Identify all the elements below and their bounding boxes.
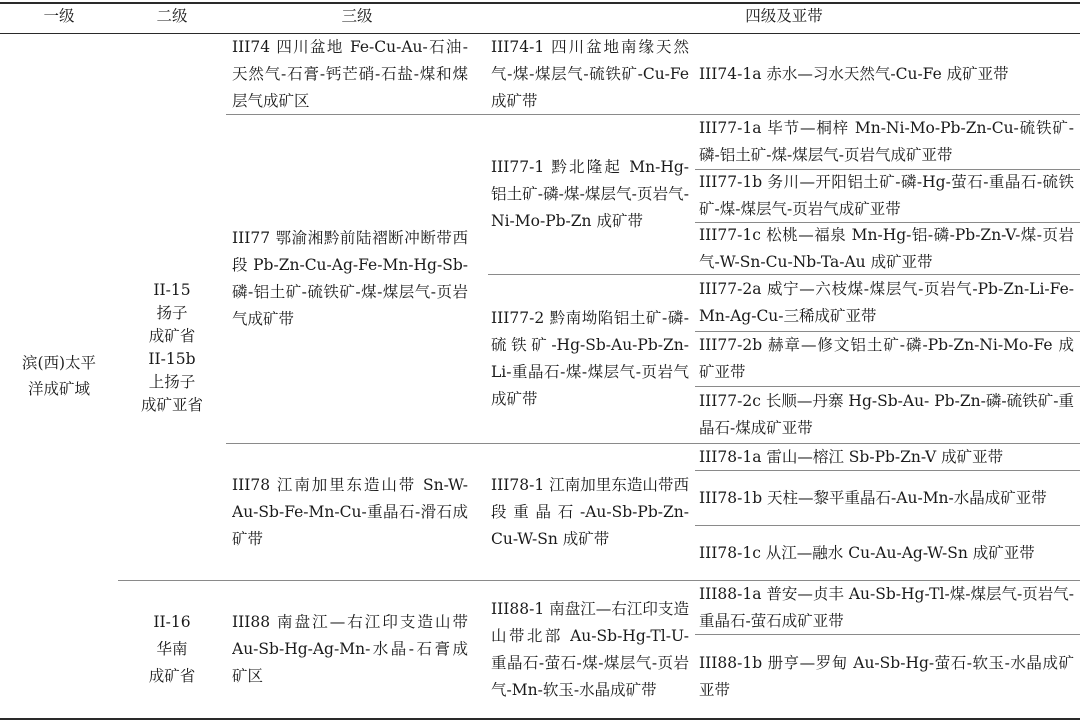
subzone-cell <box>699 635 1074 718</box>
level1-name: 滨(西)太平 洋成矿域 <box>21 354 97 398</box>
subzone-cell <box>699 34 1074 114</box>
subzone-name: III77-2b 赫章—修文铝土矿-磷-Pb-Zn-Ni-Mo-Fe 成矿亚带 <box>699 336 1074 381</box>
subzone-cell <box>699 332 1074 386</box>
subzone-cell <box>699 581 1074 634</box>
subzone-cell <box>699 444 1074 470</box>
level2-name: II-16 华南 成矿省 <box>148 613 196 685</box>
subzone-name: III88-1b 册亨—罗甸 Au-Sb-Hg-萤石-软玉-水晶成矿亚带 <box>699 653 1074 699</box>
subzone-cell <box>699 223 1074 274</box>
level4-name: III74-1 四川盆地南缘天然气-煤-煤层气-硫铁矿-Cu-Fe 成矿带 <box>491 37 689 110</box>
subzone-cell <box>699 170 1074 222</box>
level3-name: III77 鄂渝湘黔前陆褶断冲断带西段 Pb-Zn-Cu-Ag-Fe-Mn-Hg-Sb-磷-铝土矿-硫铁矿-煤-煤层气-页岩气成矿带 <box>232 229 468 328</box>
level4-cell <box>491 115 689 274</box>
level4-cell <box>491 581 689 718</box>
subzone-cell <box>699 526 1074 580</box>
subzone-cell <box>699 115 1074 169</box>
level4-cell <box>491 275 689 443</box>
subzone-cell <box>699 471 1074 525</box>
subzone-name: III77-2a 威宁—六枝煤-煤层气-页岩气-Pb-Zn-Li-Fe-Mn-Ag-Cu-三稀成矿亚带 <box>699 280 1074 325</box>
header-level4: 四级及亚带 <box>745 7 823 25</box>
level4-name: III78-1 江南加里东造山带西段重晶石-Au-Sb-Pb-Zn-Cu-W-Sn 成矿带 <box>491 475 689 548</box>
level2-cell <box>118 581 226 718</box>
level1-cell <box>0 34 118 718</box>
level3-cell <box>232 115 468 443</box>
subzone-name: III77-1b 务川—开阳铝土矿-磷-Hg-萤石-重晶石-硫铁矿-煤-煤层气-页岩气成矿亚带 <box>699 173 1074 218</box>
subzone-name: III78-1c 从江—融水 Cu-Au-Ag-W-Sn 成矿亚带 <box>699 543 1035 562</box>
subzone-cell <box>699 275 1074 331</box>
level2-cell <box>118 115 226 580</box>
level4-cell <box>491 34 689 114</box>
subzone-name: III88-1a 普安—贞丰 Au-Sb-Hg-Tl-煤-煤层气-页岩气-重晶石-萤石成矿亚带 <box>699 584 1074 630</box>
table-bottom-rule <box>0 718 1080 720</box>
subzone-name: III77-1a 毕节—桐梓 Mn-Ni-Mo-Pb-Zn-Cu-硫铁矿-磷-铝土矿-煤-煤层气-页岩气成矿亚带 <box>699 119 1074 164</box>
header-level3: 三级 <box>341 7 373 25</box>
level3-cell <box>232 444 468 580</box>
header-level1: 一级 <box>43 7 75 25</box>
level3-cell <box>232 581 468 718</box>
subzone-name: III78-1a 雷山—榕江 Sb-Pb-Zn-V 成矿亚带 <box>699 447 1004 466</box>
level3-name: III74 四川盆地 Fe-Cu-Au-石油-天然气-石膏-钙芒硝-石盐-煤和煤层气成矿区 <box>232 37 468 110</box>
subzone-name: III78-1b 天柱—黎平重晶石-Au-Mn-水晶成矿亚带 <box>699 488 1047 507</box>
subzone-name: III77-2c 长顺—丹寨 Hg-Sb-Au- Pb-Zn-磷-硫铁矿-重晶石-煤成矿亚带 <box>699 392 1074 437</box>
level4-name: III77-1 黔北隆起 Mn-Hg-铝土矿-磷-煤-煤层气-页岩气-Ni-Mo-Pb-Zn 成矿带 <box>491 158 689 230</box>
level2-name: II-15 扬子 成矿省 II-15b 上扬子 成矿亚省 <box>140 280 203 414</box>
subzone-name: III74-1a 赤水—习水天然气-Cu-Fe 成矿亚带 <box>699 64 1009 83</box>
level3-name: III78 江南加里东造山带 Sn-W-Au-Sb-Fe-Mn-Cu-重晶石-滑石成矿带 <box>232 475 468 548</box>
subzone-name: III77-1c 松桃—福泉 Mn-Hg-铝-磷-Pb-Zn-V-煤-页岩气-W-Sn-Cu-Nb-Ta-Au 成矿亚带 <box>699 225 1074 271</box>
level3-name: III88 南盘江—右江印支造山带 Au-Sb-Hg-Ag-Mn-水晶-石膏成矿区 <box>232 613 468 685</box>
level4-name: III77-2 黔南坳陷铝土矿-磷-硫铁矿-Hg-Sb-Au-Pb-Zn-Li-重晶石-煤-煤层气-页岩气成矿带 <box>491 309 689 408</box>
level4-name: III88-1 南盘江—右江印支造山带北部 Au-Sb-Hg-Tl-U-重晶石-萤石-煤-煤层气-页岩气-Mn-软玉-水晶成矿带 <box>491 599 689 699</box>
level3-cell <box>232 34 468 114</box>
subzone-cell <box>699 387 1074 443</box>
header-level2: 二级 <box>156 7 188 25</box>
level4-cell <box>491 444 689 580</box>
